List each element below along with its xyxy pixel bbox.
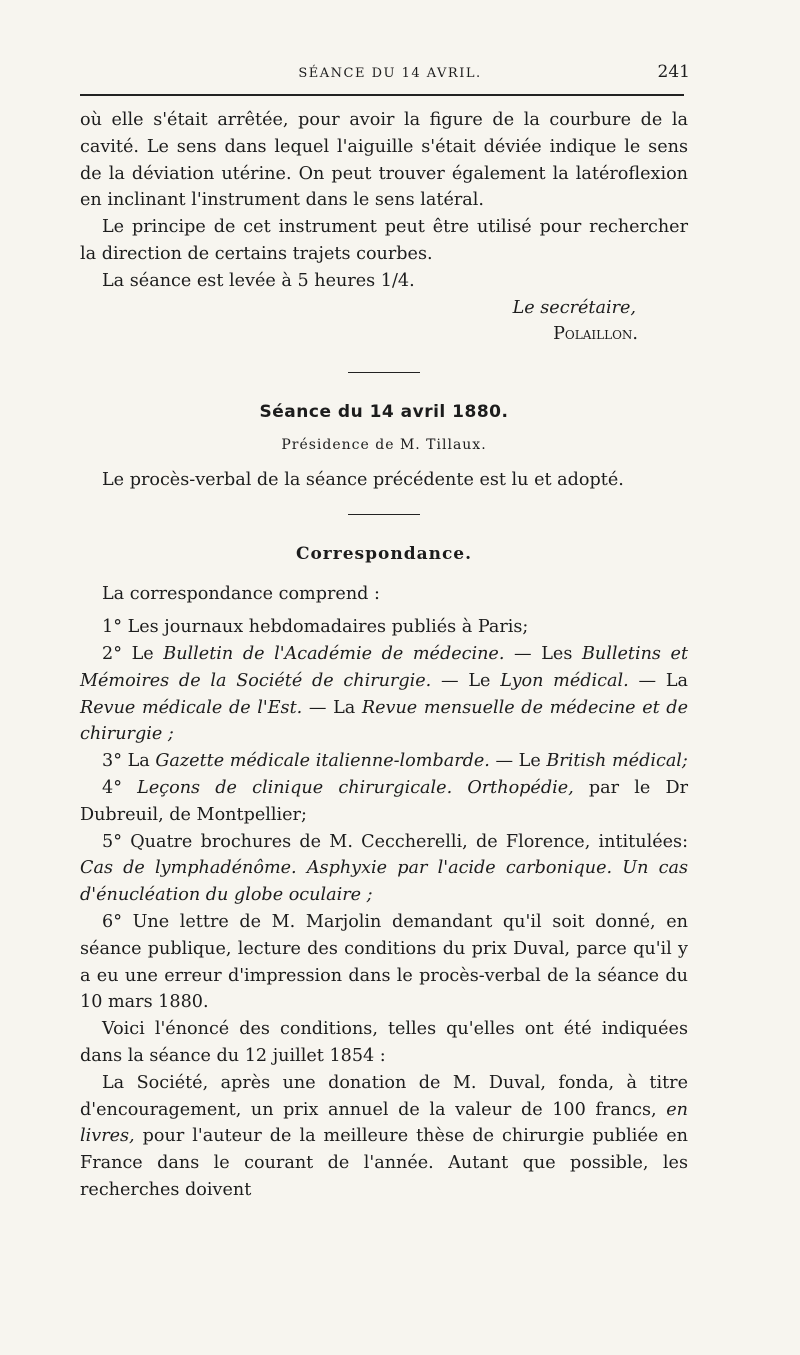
section-heading: Correspondance. xyxy=(295,543,473,564)
list-item: 5° Quatre brochures de M. Ceccherelli, de Florence, intitulées: Cas de lymphadénôme. Asphyxie par l'acide carbonique. Un cas d'énucléation du globe oculaire ; xyxy=(80,831,688,906)
paragraph: où elle s'était arrêtée, pour avoir la figure de la courbure de la cavité. Le sens dans lequel l'aiguille s'était déviée indique le sens de la déviation utérine. On peut trouver également la latéroflexion en inclinant l'instrument dans le sens latéral. xyxy=(80,110,688,211)
paragraph: La Société, après une donation de M. Duval, fonda, à titre d'encouragement, un prix annuel de la valeur de 100 francs, en livres, pour l'auteur de la meilleure thèse de chirurgie publiée en France dans le courant de l'année. Autant que possible, les recherches doivent xyxy=(80,1072,688,1200)
paragraph: La correspondance comprend : xyxy=(102,584,380,605)
list-item: 1° Les journaux hebdomadaires publiés à Paris; xyxy=(102,617,529,638)
presidence: Présidence de M. Tillaux. xyxy=(281,436,487,453)
paragraph: Le procès-verbal de la séance précédente est lu et adopté. xyxy=(102,469,624,490)
paragraph: La séance est levée à 5 heures 1/4. xyxy=(102,270,415,291)
header-rule xyxy=(80,94,684,96)
list-item: 6° Une lettre de M. Marjolin demandant qu'il soit donné, en séance publique, lecture des conditions du prix Duval, parce qu'il y a eu une erreur d'impression dans le procès-verbal de la séance du 10 mars 1880. xyxy=(80,911,688,1013)
paragraph: Le principe de cet instrument peut être utilisé pour rechercher la direction de certains trajets courbes. xyxy=(80,217,688,264)
signature-role: Le secrétaire, xyxy=(512,297,636,318)
running-title: SÉANCE DU 14 AVRIL. xyxy=(298,66,482,81)
paragraph: Voici l'énoncé des conditions, telles qu'elles ont été indiquées dans la séance du 12 juillet 1854 : xyxy=(80,1019,688,1066)
session-title: Séance du 14 avril 1880. xyxy=(259,402,509,423)
running-head xyxy=(80,60,700,88)
page-number: 241 xyxy=(657,62,690,82)
body-text xyxy=(80,107,688,1204)
signature-name: Polaillon. xyxy=(553,324,638,345)
list-item: 2° Le Bulletin de l'Académie de médecine. — Les Bulletins et Mémoires de la Société de chirurgie. — Le Lyon médical. — La Revue médicale de l'Est. — La Revue mensuelle de médecine et de chirurgie ; xyxy=(80,643,689,745)
list-item: 3° La Gazette médicale italienne-lombarde. — Le British médical; xyxy=(102,751,688,772)
list-item: 4° Leçons de clinique chirurgicale. Orthopédie, par le Dr Dubreuil, de Montpellier; xyxy=(80,777,688,825)
